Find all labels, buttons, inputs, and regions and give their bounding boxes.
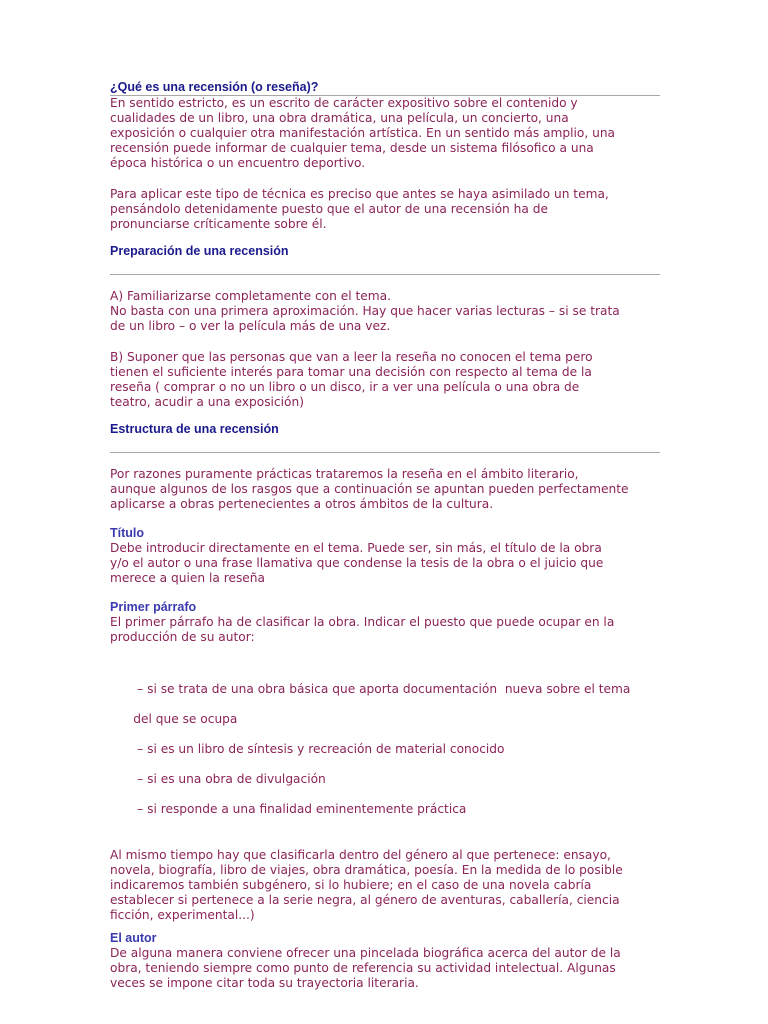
paragraph-aplicar: Para aplicar este tipo de técnica es preciso que antes se haya asimilado un tema, pensándolo detenidamente puesto que el autor de una recensión ha de pronunciarse críticamente sobre él. — [110, 187, 609, 231]
subheading-primer-parrafo: Primer párrafo — [110, 600, 197, 614]
paragraph-razones: Por razones puramente prácticas trataremos la reseña en el ámbito literario, aunque algunos de los rasgos que a continuación se apuntan pueden perfectamente aplicarse a obras pertenecientes a otros ámbitos de la cultura. — [110, 467, 629, 511]
paragraph-genero: Al mismo tiempo hay que clasificarla dentro del género al que pertenece: ensayo, novela, biografía, libro de viajes, obra dramática, poesía. En la medida de lo posible indicaremos también subgénero, si lo hubiere; en el caso de una novela cabría establecer si pertenece a la serie negra, al género de aventuras, caballería, ciencia ficción, experimental...) — [110, 848, 623, 922]
paragraph-el-autor: De alguna manera conviene ofrecer una pincelada biográfica acerca del autor de la obra, teniendo siempre como punto de referencia su actividad intelectual. Algunas veces se impone citar toda su trayectoria literaria. — [110, 946, 621, 990]
subheading-titulo: Título — [110, 526, 145, 540]
section-heading-que-es: ¿Qué es una recensión (o reseña)? — [110, 80, 660, 96]
paragraph-definicion: En sentido estricto, es un escrito de carácter expositivo sobre el contenido y cualidades de un libro, una obra dramática, una película, un concierto, una exposición o cualquier otra manifestación artística. En un sentido más amplio, una recensión puede informar de cualquier tema, desde un sistema filósofico a una época histórica o un encuentro deportivo. — [110, 96, 616, 170]
section-heading-estructura: Estructura de una recensión — [110, 422, 279, 436]
document-content — [110, 80, 660, 991]
section-heading-preparacion: Preparación de una recensión — [110, 244, 289, 258]
paragraph-punto-a: A) Familiarizarse completamente con el tema. No basta con una primera aproximación. Hay que hacer varias lecturas – si se trata de un libro – o ver la película más de una vez. — [110, 289, 620, 333]
list-clasificacion: – si se trata de una obra básica que aporta documentación nueva sobre el tema del que se ocupa – si es un libro de síntesis y recreación de material conocido – si es una obra de divulgación – si responde a una finalidad eminentemente práctica — [133, 682, 631, 816]
paragraph-primer-parrafo: El primer párrafo ha de clasificar la obra. Indicar el puesto que puede ocupar en la producción de su autor: — [110, 615, 615, 644]
subheading-el-autor: El autor — [110, 931, 157, 945]
paragraph-titulo: Debe introducir directamente en el tema. Puede ser, sin más, el título de la obra y/o el autor o una frase llamativa que condense la tesis de la obra o el juicio que merece a quien la reseña — [110, 541, 604, 585]
paragraph-punto-b: B) Suponer que las personas que van a leer la reseña no conocen el tema pero tienen el suficiente interés para tomar una decisión con respecto al tema de la reseña ( comprar o no un libro o un disco, ir a ver una película o una obra de teatro, acudir a una exposición) — [110, 350, 593, 409]
